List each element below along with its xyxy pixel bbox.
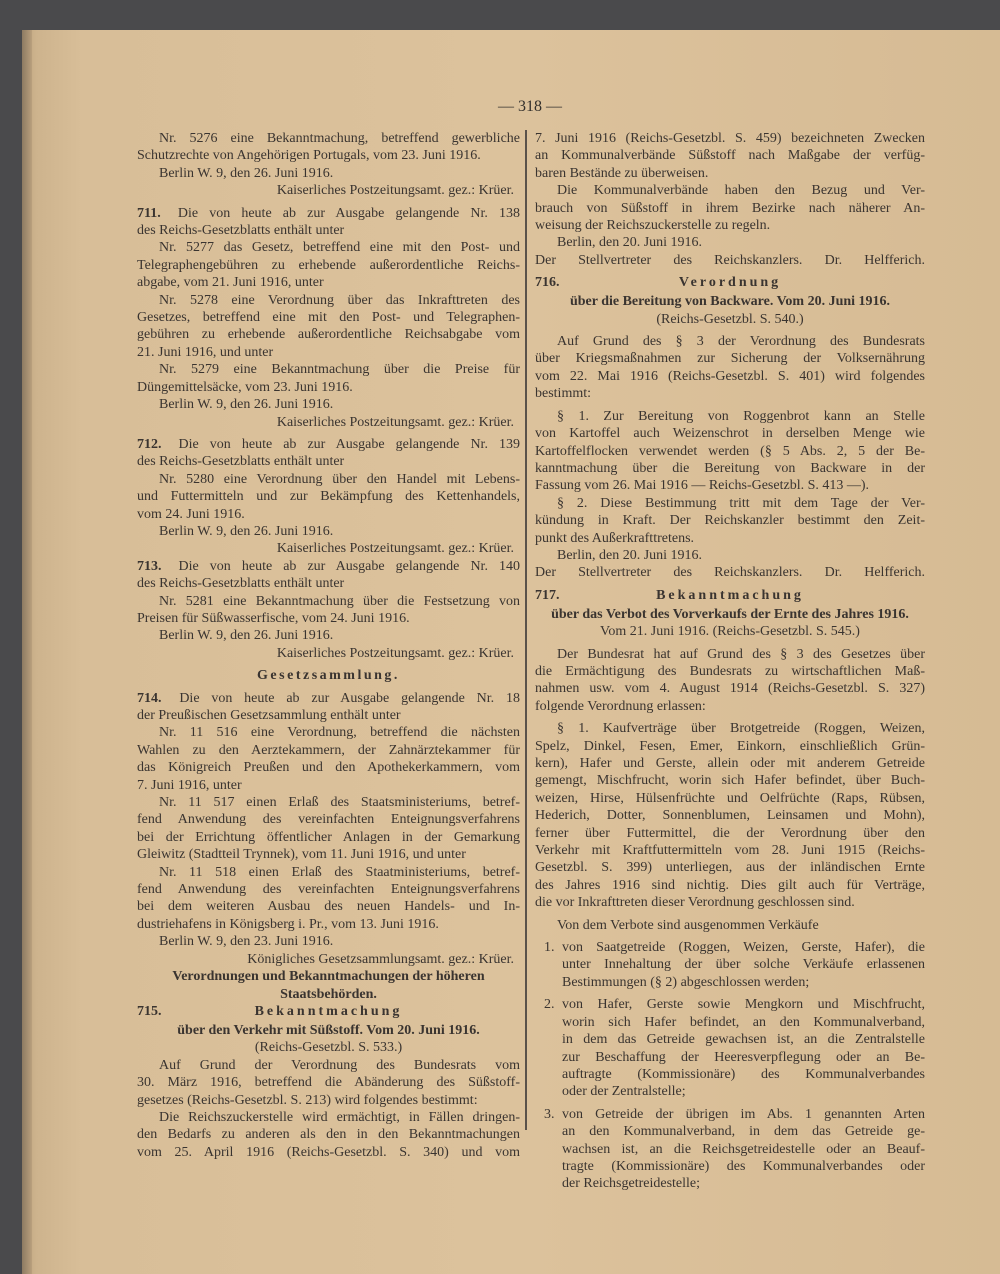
text-line: 7. Juni 1916 (Reichs-Gesetzbl. S. 459) bezeichneten Zwecken <box>535 131 925 146</box>
text-line: Berlin W. 9, den 23. Juni 1916. <box>159 934 334 950</box>
text-line: kündung in Kraft. Der Reichskanzler bestimmt den Zeit- <box>535 513 925 529</box>
text-line: (Reichs-Gesetzbl. S. 533.) <box>254 1040 403 1056</box>
paragraph <box>535 646 925 716</box>
text-line: Düngemittelsäcke, vom 23. Juni 1916. <box>137 379 353 395</box>
text-line: vom 24. Juni 1916. <box>137 506 245 522</box>
text-line: Berlin W. 9, den 26. Juni 1916. <box>159 523 334 539</box>
text-line: der Preußischen Gesetzsammlung enthält unter <box>137 708 401 723</box>
text-line: von Getreide der übrigen im Abs. 1 genannten Arten <box>562 1106 925 1122</box>
paragraph <box>137 292 520 362</box>
paragraph <box>535 252 925 269</box>
paragraph <box>137 645 520 662</box>
text-line: fend Anwendung des vereinfachten Enteignungsverfahrens <box>137 882 520 898</box>
text-line: Spelz, Dinkel, Fesen, Emer, Einkorn, einschließlich Grün- <box>535 738 925 754</box>
paragraph <box>137 558 520 593</box>
paragraph <box>137 523 520 540</box>
paragraph <box>535 606 925 623</box>
text-line: in dem das Getreide gewachsen ist, an die Zentralstelle <box>562 1032 925 1048</box>
paragraph <box>535 293 925 310</box>
text-line: Nr. 5276 eine Bekanntmachung, betreffend gewerbliche <box>159 131 520 146</box>
paragraph <box>137 361 520 396</box>
right-column <box>535 130 925 1193</box>
paragraph <box>535 311 925 328</box>
text-line: Nr. 5277 das Gesetz, betreffend eine mit den Post- und <box>159 240 520 256</box>
page-number: — 318 — <box>498 98 562 115</box>
text-line: von Hafer, Gerste sowie Mengkorn und Mischfrucht, <box>562 997 925 1013</box>
paragraph <box>137 724 520 794</box>
paragraph <box>137 1057 520 1109</box>
paragraph <box>137 130 520 165</box>
text-line: Nr. 11 516 eine Verordnung, betreffend die nächsten <box>159 725 520 741</box>
text-line: Nr. 5280 eine Verordnung über den Handel mit Lebens- <box>159 471 520 487</box>
text-line: Die Kommunalverbände haben den Bezug und Ver- <box>557 183 925 199</box>
text-line: Berlin W. 9, den 26. Juni 1916. <box>159 628 334 644</box>
text-line: Gleiwitz (Stadtteil Trynnek), vom 11. Juni 1916, und unter <box>137 847 466 863</box>
section-number: 712. <box>137 436 162 452</box>
text-line: zur Beschaffung der Heeresverpflegung oder an Be- <box>562 1049 925 1065</box>
text-line: der Reichsgetreidestelle; <box>562 1176 700 1192</box>
paragraph <box>137 1022 520 1039</box>
text-line: Königliches Gesetzsammlungsamt. gez.: Krüer. <box>247 951 514 967</box>
text-line: das Königreich Preußen und den Apothekerkammern, vom <box>137 760 520 776</box>
text-line: Kaiserliches Postzeitungsamt. gez.: Krüer. <box>276 183 514 199</box>
section-title: Bekanntmachung <box>254 1003 403 1019</box>
text-line: Staatsbehörden. <box>280 986 377 1002</box>
text-line: brauch von Süßstoff in ihrem Bezirke nach näherer An- <box>535 200 925 216</box>
text-line: § 2. Diese Bestimmung tritt mit dem Tage der Ver- <box>557 495 925 511</box>
text-line: Nr. 11 518 einen Erlaß des Staatministeriums, betref- <box>159 864 520 880</box>
text-line: Kaiserliches Postzeitungsamt. gez.: Krüer. <box>276 645 514 661</box>
text-line: über das Verbot des Vorverkaufs der Ernte des Jahres 1916. <box>551 606 909 622</box>
left-column <box>137 130 520 1161</box>
paragraph <box>535 917 925 934</box>
text-line: tragte (Kommissionäre) des Kommunalverbandes oder <box>562 1158 925 1174</box>
paragraph <box>535 720 925 911</box>
text-line: (Reichs-Gesetzbl. S. 540.) <box>656 311 804 327</box>
text-line: bei dem weiteren Ausbau des neuen Handels- und In- <box>137 899 520 915</box>
text-line: 713. Die von heute ab zur Ausgabe gelangende Nr. 140 <box>137 558 520 574</box>
text-line: dustriehafens in Königsberg i. Pr., vom 13. Juni 1916. <box>137 916 439 932</box>
text-line: 30. März 1916, betreffend die Abänderung des Süßstoff- <box>137 1075 520 1091</box>
text-line: die vor Inkrafttreten dieser Verordnung geschlossen sind. <box>535 895 855 911</box>
text-line: Nr. 11 517 einen Erlaß des Staatsministeriums, betref- <box>159 795 520 811</box>
section-heading <box>535 587 925 606</box>
paragraph <box>137 414 520 431</box>
paragraph <box>137 205 520 240</box>
text-line: von Kartoffel auch Weizenschrot in derselben Menge wie <box>535 426 925 442</box>
paragraph <box>535 408 925 495</box>
paragraph <box>137 690 520 725</box>
text-line: Von dem Verbote sind ausgenommen Verkäufe <box>557 917 819 933</box>
text-line: des Reichs-Gesetzblatts enthält unter <box>137 223 345 239</box>
text-line: worin sich Hafer befindet, an den Kommunalverband, <box>562 1014 925 1030</box>
paragraph <box>137 951 520 968</box>
text-line: kanntmachung über die Bereitung von Backware in der <box>535 460 925 476</box>
paragraph <box>535 333 925 403</box>
text-line: über Kriegsmaßnahmen zur Sicherung der Volksernährung <box>535 351 925 367</box>
paragraph <box>137 933 520 950</box>
text-line: vom 22. Mai 1916 (Reichs-Gesetzbl. S. 401) wird folgendes <box>535 368 925 384</box>
section-heading <box>535 274 925 293</box>
text-line: Auf Grund des § 3 der Verordnung des Bundesrats <box>557 334 925 350</box>
text-line: gesetzes (Reichs-Gesetzbl. S. 213) wird folgendes bestimmt: <box>137 1092 478 1108</box>
paragraph <box>137 165 520 182</box>
text-line: des Jahres 1916 sind nichtig. Dies gilt auch für Verträge, <box>535 877 925 893</box>
text-line: über die Bereitung von Backware. Vom 20. Juni 1916. <box>569 294 891 310</box>
text-line: Nr. 5281 eine Bekanntmachung über die Festsetzung von <box>159 593 520 609</box>
text-line: Hederich, Dotter, Sonnenblumen, Leinsamen und Mohn), <box>535 808 925 824</box>
text-line: wachsen ist, an die Reichsgetreidestelle oder an Beauf- <box>562 1141 925 1157</box>
page-edge <box>22 30 32 1274</box>
text-line: unter Innehaltung der über solche Verkäufe erlassenen <box>562 957 925 973</box>
text-line: über den Verkehr mit Süßstoff. Vom 20. Juni 1916. <box>177 1022 480 1038</box>
paragraph <box>137 794 520 864</box>
text-line: Telegraphengebühren zu erhebende außerordentliche Reichs- <box>137 257 520 273</box>
text-line: an den Kommunalverband, in dem das Getreide ge- <box>562 1124 925 1140</box>
text-line: 714. Die von heute ab zur Ausgabe gelangende Nr. 18 <box>137 690 520 706</box>
text-line: nahmen usw. vom 4. August 1914 (Reichs-Gesetzbl. S. 327) <box>535 681 925 697</box>
paragraph <box>137 1109 520 1161</box>
text-line: den Bedarfs zu anderen als den in den Bekanntmachungen <box>137 1127 520 1143</box>
text-line: Die Reichszuckerstelle wird ermächtigt, in Fällen dringen- <box>159 1109 520 1125</box>
text-line: Kartoffelflocken verwendet werden (§ 5 Abs. 2, 5 der Be- <box>535 443 925 459</box>
text-line: 711. Die von heute ab zur Ausgabe gelangende Nr. 138 <box>137 205 520 221</box>
text-line: Berlin W. 9, den 26. Juni 1916. <box>159 397 334 413</box>
text-line: Vom 21. Juni 1916. (Reichs-Gesetzbl. S. 545.) <box>600 624 860 640</box>
text-line: die Ermächtigung des Bundesrats zu wirtschaftlichen Maß- <box>535 663 925 679</box>
paragraph <box>137 864 520 934</box>
text-line: gemengt, Mischfrucht, worin sich Hafer befindet, über Buch- <box>535 773 925 789</box>
text-line: 712. Die von heute ab zur Ausgabe gelangende Nr. 139 <box>137 436 520 452</box>
paragraph <box>137 627 520 644</box>
text-line: Berlin, den 20. Juni 1916. <box>557 547 703 563</box>
text-line: Verordnungen und Bekanntmachungen der höheren <box>172 969 485 985</box>
paragraph <box>137 1039 520 1056</box>
list-item <box>535 939 925 991</box>
text-line: abgabe, vom 21. Juni 1916, unter <box>137 275 324 291</box>
text-line <box>137 667 520 684</box>
text-line: weisung der Reichszuckerstelle zu regeln. <box>535 218 771 234</box>
text-line: fend Anwendung des vereinfachten Enteignungsverfahrens <box>137 812 520 828</box>
text-line: bei der Errichtung öffentlicher Anlagen in der Gemarkung <box>137 829 520 845</box>
list-item <box>535 1106 925 1193</box>
text-line: vom 25. April 1916 (Reichs-Gesetzbl. S. 340) und vom <box>137 1144 520 1160</box>
paragraph <box>137 593 520 628</box>
paragraph <box>535 130 925 182</box>
text-line: auftragte (Kommissionäre) des Kommunalverbandes <box>562 1066 925 1082</box>
section-number: 716. <box>535 275 560 291</box>
text-line: baren Bestände zu überweisen. <box>535 165 709 181</box>
text-line: Fassung vom 26. Mai 1916 — Reichs-Gesetzbl. S. 413 —). <box>535 478 870 494</box>
text-line: Schutzrechte von Angehörigen Portugals, vom 23. Juni 1916. <box>137 148 481 164</box>
paragraph <box>535 623 925 640</box>
text-line: weizen, Hirse, Hülsenfrüchte und Oelfrüchte (Raps, Rübsen, <box>535 790 925 806</box>
section-title: Verordnung <box>678 275 782 291</box>
text-line: ferner über Futtermittel, die der Verordnung über den <box>535 825 925 841</box>
text-line: Kaiserliches Postzeitungsamt. gez.: Krüer. <box>276 541 514 557</box>
paragraph <box>137 182 520 199</box>
text-line: Der Stellvertreter des Reichskanzlers. Dr. Helfferich. <box>535 252 925 268</box>
paragraph <box>137 968 520 1003</box>
text-line: Berlin, den 20. Juni 1916. <box>557 235 703 251</box>
paragraph <box>535 234 925 251</box>
text-line: § 1. Zur Bereitung von Roggenbrot kann an Stelle <box>557 408 925 424</box>
section-title: Gesetzsammlung. <box>257 668 400 684</box>
section-heading <box>137 1003 520 1022</box>
text-line: Auf Grund der Verordnung des Bundesrats vom <box>159 1057 520 1073</box>
text-line: gebühren zu erhebende außerordentliche Reichsabgabe vom <box>137 327 520 343</box>
paragraph <box>137 667 520 684</box>
paragraph <box>137 436 520 471</box>
text-line: des Reichs-Gesetzblatts enthält unter <box>137 454 345 470</box>
column-divider <box>525 130 527 1130</box>
paragraph <box>535 564 925 581</box>
text-line: Wahlen zu den Aerztekammern, der Zahnärztekammer für <box>137 742 520 758</box>
text-line: Preisen für Süßwasserfische, vom 24. Juni 1916. <box>137 610 410 626</box>
text-line: 7. Juni 1916, unter <box>137 777 242 793</box>
text-line: § 1. Kaufverträge über Brotgetreide (Roggen, Weizen, <box>557 721 925 737</box>
section-title: Bekanntmachung <box>656 587 804 603</box>
text-line: und Futtermitteln und zur Bekämpfung des Kettenhandels, <box>137 489 520 505</box>
text-line: des Reichs-Gesetzblatts enthält unter <box>137 576 345 592</box>
list-number: 1. <box>544 940 555 956</box>
paragraph <box>137 396 520 413</box>
text-line: punkt des Außerkrafttretens. <box>535 530 695 546</box>
section-number: 714. <box>137 690 162 706</box>
paragraph <box>535 182 925 234</box>
text-line: Nr. 5279 eine Bekanntmachung über die Preise für <box>159 362 520 378</box>
paragraph <box>535 547 925 564</box>
list-number: 2. <box>544 997 555 1013</box>
text-line: an Kommunalverbände Süßstoff nach Maßgabe der verfüg- <box>535 148 925 164</box>
text-line: bestimmt: <box>535 386 591 402</box>
list-number: 3. <box>544 1106 555 1122</box>
paragraph <box>137 540 520 557</box>
section-number: 713. <box>137 558 162 574</box>
section-number: 715. <box>137 1003 162 1019</box>
section-number: 711. <box>137 205 161 221</box>
paragraph <box>137 239 520 291</box>
text-line: kern), Hafer und Gerste, allein oder mit anderem Getreide <box>535 756 925 771</box>
text-line: Der Stellvertreter des Reichskanzlers. Dr. Helfferich. <box>535 565 925 581</box>
text-line: folgende Verordnung erlassen: <box>535 698 706 714</box>
text-line: von Saatgetreide (Roggen, Weizen, Gerste, Hafer), die <box>562 940 925 956</box>
text-line: Bestimmungen (§ 2) abgeschlossen werden; <box>562 974 810 990</box>
text-line: Nr. 5278 eine Verordnung über das Inkrafttreten des <box>159 292 520 308</box>
paragraph <box>137 471 520 523</box>
section-number: 717. <box>535 587 560 603</box>
text-line: Verkehr mit Kraftfuttermitteln vom 28. Juni 1915 (Reichs- <box>535 843 925 859</box>
text-line: Gesetzbl. S. 399) unterliegen, aus der inländischen Ernte <box>535 860 925 876</box>
paragraph <box>535 495 925 547</box>
list-item <box>535 996 925 1100</box>
text-line: Kaiserliches Postzeitungsamt. gez.: Krüer. <box>276 414 514 430</box>
text-line: 21. Juni 1916, und unter <box>137 344 274 360</box>
text-line: Der Bundesrat hat auf Grund des § 3 des Gesetzes über <box>557 646 925 662</box>
text-line: Gesetzes, betreffend eine mit den Post- und Telegraphen- <box>137 310 520 326</box>
text-line: Berlin W. 9, den 26. Juni 1916. <box>159 165 334 181</box>
text-line: oder der Zentralstelle; <box>562 1084 686 1100</box>
